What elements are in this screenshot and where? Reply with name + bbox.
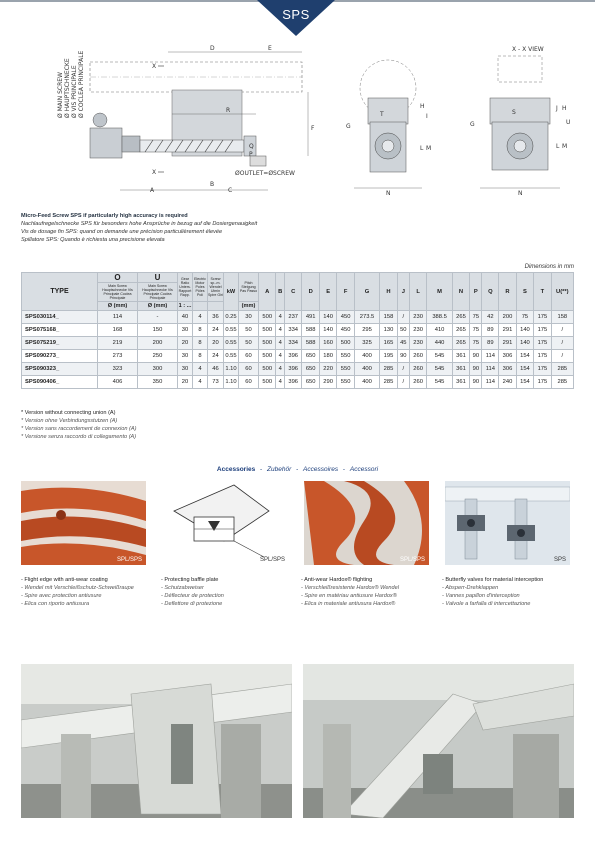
table-cell: 500 — [259, 311, 276, 324]
header-poles: Electric Motor Poles Pôles Poli — [193, 273, 208, 302]
table-cell: 154 — [516, 350, 533, 363]
table-row — [22, 350, 574, 363]
series-tab — [257, 0, 335, 36]
table-row — [22, 363, 574, 376]
table-cell: / — [397, 363, 409, 376]
table-cell: 260 — [409, 350, 426, 363]
accessories-title-de: Zubehör — [267, 466, 292, 473]
table-cell: 50 — [239, 337, 259, 350]
table-cell: 4 — [276, 337, 284, 350]
table-cell: - — [138, 311, 178, 324]
accessory-tag-3: SPS — [553, 557, 566, 563]
table-cell: 4 — [193, 376, 208, 389]
front-g: G — [346, 123, 351, 130]
table-cell: 350 — [138, 376, 178, 389]
col-b: B — [276, 273, 284, 311]
header-u: U — [138, 273, 178, 283]
table-cell: 175 — [534, 311, 551, 324]
table-cell: 550 — [337, 350, 354, 363]
accessory-2-fr: - Spire en matériau antiusure Hardox® — [301, 593, 397, 599]
accessory-tag-2: SPL/SPS — [399, 557, 425, 563]
accessory-tag-0: SPL/SPS — [116, 557, 142, 563]
table-cell: 260 — [409, 363, 426, 376]
col-f: F — [337, 273, 354, 311]
table-cell: 158 — [380, 311, 397, 324]
table-cell: 265 — [452, 324, 469, 337]
table-cell: 73 — [208, 376, 224, 389]
table-cell: 140 — [516, 324, 533, 337]
accessory-photo-hardox — [304, 481, 429, 565]
accessories-title-en: Accessories — [216, 466, 256, 473]
table-cell: / — [551, 350, 573, 363]
header-gear: Gear Ratio Unters. Rapport Rapp. — [178, 273, 193, 302]
table-cell: 4 — [276, 350, 284, 363]
table-cell: 491 — [302, 311, 319, 324]
table-cell: 90 — [397, 350, 409, 363]
side-label-1: Ø HAUPTSCHNECKE — [64, 58, 71, 118]
note-fr: * Version sans raccordement de connexion (A) — [21, 426, 137, 432]
xx-l: L — [556, 143, 560, 150]
table-cell: 180 — [319, 350, 336, 363]
front-h: H — [420, 103, 425, 110]
table-cell: 500 — [259, 376, 276, 389]
table-cell: 273 — [98, 350, 138, 363]
table-cell: 237 — [284, 311, 301, 324]
table-cell: 150 — [138, 324, 178, 337]
table-cell: 388.5 — [427, 311, 452, 324]
table-cell: / — [397, 376, 409, 389]
col-c: C — [284, 273, 301, 311]
table-cell: 545 — [427, 363, 452, 376]
table-cell: 8 — [193, 324, 208, 337]
table-cell: 545 — [427, 350, 452, 363]
table-cell: 60 — [239, 376, 259, 389]
table-cell: 450 — [337, 311, 354, 324]
table-cell: 4 — [276, 324, 284, 337]
accessory-0-en: - Flight edge with anti-wear coating — [21, 577, 108, 583]
note-it: * Versione senza raccordo di collegamento (A) — [21, 434, 137, 440]
table-cell: 46 — [208, 363, 224, 376]
table-cell: 650 — [302, 350, 319, 363]
table-cell: 175 — [534, 363, 551, 376]
table-cell: 0.25 — [224, 311, 239, 324]
table-cell: 334 — [284, 324, 301, 337]
front-view-drawing — [340, 46, 440, 196]
table-cell: 230 — [409, 337, 426, 350]
table-cell-type: SPS090323_ — [22, 363, 98, 376]
table-cell: 154 — [516, 363, 533, 376]
description-it: Spillatore SPS: Quando è richiesta una precisione elevata — [21, 237, 165, 243]
table-cell: 20 — [208, 337, 224, 350]
side-label-3: Ø COCLEA PRINCIPALE — [78, 50, 85, 118]
note-en: * Version without connecting union (A) — [21, 410, 116, 416]
dim-c: C — [228, 187, 233, 194]
header-screw: Screw sp.-m. Wendel Ulmin Spire Giri — [208, 273, 224, 302]
table-cell: 175 — [534, 376, 551, 389]
col-r: R — [499, 273, 516, 311]
accessory-2-de: - Verschleißresistente Hardox® Wendel — [301, 585, 400, 591]
dim-a: A — [150, 187, 155, 194]
installation-photo-left — [21, 664, 292, 818]
table-cell: 165 — [380, 337, 397, 350]
table-cell: 361 — [452, 350, 469, 363]
col-s: S — [516, 273, 533, 311]
table-cell: 396 — [284, 350, 301, 363]
front-l: L — [420, 145, 424, 152]
table-cell: 50 — [397, 324, 409, 337]
accessory-photo-flight-edge — [21, 481, 146, 565]
table-cell: 396 — [284, 376, 301, 389]
table-cell: 75 — [470, 337, 482, 350]
table-cell: 4 — [276, 363, 284, 376]
table-cell: 588 — [302, 337, 319, 350]
xx-u: U — [566, 119, 571, 126]
header-gear-unit: 1 : ... — [178, 303, 192, 309]
table-cell: 0.55 — [224, 337, 239, 350]
accessory-photo-baffle — [164, 481, 289, 565]
table-cell: 75 — [470, 311, 482, 324]
col-t: T — [534, 273, 551, 311]
spec-table — [21, 272, 574, 389]
xx-m: M — [562, 143, 568, 150]
version-notes — [21, 409, 136, 441]
front-n: N — [386, 190, 391, 196]
table-cell: 36 — [208, 311, 224, 324]
table-cell: 4 — [193, 363, 208, 376]
description-fr: Vis de dosage fin SPS: quand on demande une précision particulièrement élevée — [21, 229, 223, 235]
front-i: I — [426, 113, 428, 120]
table-cell: 4 — [193, 311, 208, 324]
table-cell: 265 — [452, 311, 469, 324]
xx-n: N — [518, 190, 523, 196]
table-cell: 30 — [178, 324, 193, 337]
table-cell: 220 — [319, 363, 336, 376]
table-cell: 114 — [98, 311, 138, 324]
table-cell: 200 — [138, 337, 178, 350]
table-cell: 500 — [259, 350, 276, 363]
table-cell: 500 — [259, 324, 276, 337]
table-cell-type: SPS090273_ — [22, 350, 98, 363]
table-cell: 0.55 — [224, 350, 239, 363]
table-cell: 114 — [482, 376, 499, 389]
xx-view-drawing — [468, 44, 576, 196]
col-e: E — [319, 273, 336, 311]
accessory-text-0 — [21, 576, 156, 608]
xx-s: S — [512, 109, 516, 116]
dim-f: F — [311, 125, 315, 132]
side-label-2: Ø VIS PRINCIPALE — [71, 65, 78, 118]
table-cell: 89 — [482, 324, 499, 337]
table-cell: 24 — [208, 350, 224, 363]
col-l: L — [409, 273, 426, 311]
table-cell: 195 — [380, 350, 397, 363]
table-cell: 60 — [239, 350, 259, 363]
col-d: D — [302, 273, 319, 311]
accessory-1-en: - Protecting baffle plate — [161, 577, 219, 583]
table-cell: 154 — [516, 376, 533, 389]
table-cell: 230 — [409, 324, 426, 337]
table-cell: 158 — [551, 311, 573, 324]
table-cell: 361 — [452, 376, 469, 389]
col-a: A — [259, 273, 276, 311]
table-cell: 250 — [138, 350, 178, 363]
accessory-3-en: - Butterfly valves for material interception — [442, 577, 544, 583]
table-cell: 285 — [380, 363, 397, 376]
table-cell: 90 — [470, 363, 482, 376]
table-cell: 650 — [302, 376, 319, 389]
table-cell-type: SPS090406_ — [22, 376, 98, 389]
col-m: M — [427, 273, 452, 311]
table-cell: 400 — [354, 363, 379, 376]
table-cell: 60 — [239, 363, 259, 376]
table-cell: 24 — [208, 324, 224, 337]
table-cell: 440 — [427, 337, 452, 350]
table-cell: 90 — [470, 350, 482, 363]
table-cell: / — [397, 311, 409, 324]
table-cell: 114 — [482, 350, 499, 363]
dim-e: E — [268, 45, 272, 52]
installation-photo-right — [303, 664, 574, 818]
side-label-0: Ø MAIN SCREW — [57, 72, 64, 118]
xx-h: H — [562, 105, 567, 112]
dim-d: D — [210, 45, 215, 52]
dimensions-note: Dimensions in mm — [524, 264, 574, 270]
header-o: O — [98, 273, 138, 283]
header-u-sub: Main Screw Hauptschnecke Vis Principale Coclea Principale — [138, 283, 178, 302]
table-cell-type: SPS030114_ — [22, 311, 98, 324]
table-cell: 168 — [98, 324, 138, 337]
table-cell: 291 — [499, 337, 516, 350]
dim-r: R — [226, 107, 231, 114]
table-cell: 30 — [178, 363, 193, 376]
table-cell: 500 — [259, 337, 276, 350]
table-cell: 4 — [276, 311, 284, 324]
accessory-3-fr: - Vannes papillon d'interception — [442, 593, 520, 599]
table-cell: 230 — [409, 311, 426, 324]
table-cell: 1.10 — [224, 376, 239, 389]
table-cell: 75 — [516, 311, 533, 324]
table-cell: 500 — [337, 337, 354, 350]
table-row — [22, 311, 574, 324]
table-cell: 8 — [193, 350, 208, 363]
header-pitch: Pitch Steigung Pas Passo — [239, 273, 259, 302]
header-type: TYPE — [22, 273, 98, 311]
accessory-text-1 — [161, 576, 296, 608]
header-o-unit: Ø (mm) — [98, 302, 138, 311]
table-cell: / — [551, 337, 573, 350]
accessory-1-it: - Deflettore di protezione — [161, 601, 223, 607]
accessories-title-fr: Accessoires — [303, 466, 339, 473]
table-cell: 30 — [178, 350, 193, 363]
accessory-0-de: - Wendel mit Verschleißschutz-Schweißraupe — [21, 585, 134, 591]
accessory-3-de: - Absperr-Drehklappen — [442, 585, 499, 591]
accessory-tag-1: SPL/SPS — [259, 557, 285, 563]
table-cell: 114 — [482, 363, 499, 376]
xx-g: G — [470, 121, 475, 128]
table-cell: 410 — [427, 324, 452, 337]
col-h: H — [380, 273, 397, 311]
table-cell: 550 — [337, 363, 354, 376]
table-cell: 90 — [470, 376, 482, 389]
table-cell: 406 — [98, 376, 138, 389]
header-kw: kW — [224, 273, 239, 311]
accessory-3-it: - Valvole a farfalla di intercettazione — [442, 601, 531, 607]
table-cell: 42 — [482, 311, 499, 324]
table-cell: 285 — [551, 376, 573, 389]
table-cell: 130 — [380, 324, 397, 337]
col-u: U(**) — [551, 273, 573, 311]
front-t: T — [380, 111, 384, 118]
table-cell: 50 — [239, 324, 259, 337]
table-cell: 285 — [551, 363, 573, 376]
table-cell: 306 — [499, 363, 516, 376]
dim-q: Q — [249, 143, 254, 150]
table-cell: 290 — [319, 376, 336, 389]
table-cell: 260 — [409, 376, 426, 389]
table-cell: 40 — [178, 311, 193, 324]
xx-j: J — [556, 105, 558, 112]
table-cell: 550 — [337, 376, 354, 389]
table-cell: 300 — [138, 363, 178, 376]
dim-b: B — [210, 181, 215, 188]
table-cell: 240 — [499, 376, 516, 389]
table-cell: 75 — [470, 324, 482, 337]
accessory-text-3 — [442, 576, 577, 608]
table-cell: 500 — [259, 363, 276, 376]
table-row — [22, 337, 574, 350]
description-de: Nachlaufregelschnecke SPS für besonders hohe Ansprüche in bezug auf die Dosiergenauigkeit — [21, 221, 258, 227]
table-cell: 175 — [534, 324, 551, 337]
table-cell: 361 — [452, 363, 469, 376]
front-m: M — [426, 145, 432, 152]
table-cell: 45 — [397, 337, 409, 350]
table-cell: 20 — [178, 337, 193, 350]
dim-p: P — [249, 151, 253, 158]
table-cell: 291 — [499, 324, 516, 337]
accessories-title: Accessories - Zubehör - Accessoires - Accessori — [216, 466, 379, 473]
table-cell: 140 — [319, 324, 336, 337]
table-cell-type: SPS075168_ — [22, 324, 98, 337]
description-en: Micro-Feed Screw SPS if particularly high accuracy is required — [21, 213, 188, 219]
table-cell: 588 — [302, 324, 319, 337]
table-cell-type: SPS075219_ — [22, 337, 98, 350]
header-screw-unit — [208, 302, 224, 311]
accessory-1-fr: - Déflecteur de protection — [161, 593, 224, 599]
table-cell: 0.55 — [224, 324, 239, 337]
x-marker-top: X — [152, 63, 157, 70]
table-cell: 219 — [98, 337, 138, 350]
outlet-label: ØOUTLET=ØSCREW — [235, 170, 295, 177]
col-g: G — [354, 273, 379, 311]
table-cell: 325 — [354, 337, 379, 350]
col-j: J — [397, 273, 409, 311]
header-o-sub: Main Screw Hauptschnecke Vis Principale Coclea Principale — [98, 283, 138, 302]
table-cell: 306 — [499, 350, 516, 363]
col-p: P — [470, 273, 482, 311]
header-poles-unit — [193, 302, 208, 311]
accessory-text-2 — [301, 576, 436, 608]
accessory-1-de: - Schutzabweiser — [161, 585, 204, 591]
table-cell: 334 — [284, 337, 301, 350]
table-cell: 20 — [178, 376, 193, 389]
header-u-unit: Ø (mm) — [138, 302, 178, 311]
table-cell: 273.5 — [354, 311, 379, 324]
x-marker-bottom: X — [152, 169, 157, 176]
xx-view-label: X - X VIEW — [512, 46, 544, 53]
accessory-2-en: - Anti-wear Hardox® flighting — [301, 577, 373, 583]
table-cell: 450 — [337, 324, 354, 337]
table-cell: 175 — [534, 337, 551, 350]
table-cell: 140 — [319, 311, 336, 324]
table-cell: 140 — [516, 337, 533, 350]
side-view-drawing — [50, 40, 340, 205]
table-cell: 323 — [98, 363, 138, 376]
accessory-2-it: - Elica in materiale antiusura Hardox® — [301, 601, 396, 607]
product-description — [21, 212, 421, 244]
table-cell: 650 — [302, 363, 319, 376]
table-cell: 89 — [482, 337, 499, 350]
series-tab-label: SPS — [282, 7, 310, 22]
table-cell: 265 — [452, 337, 469, 350]
table-row — [22, 376, 574, 389]
table-cell: 396 — [284, 363, 301, 376]
table-cell: 545 — [427, 376, 452, 389]
table-cell: 285 — [380, 376, 397, 389]
accessory-0-it: - Elica con riporto antiusura — [21, 601, 90, 607]
table-cell: 1.10 — [224, 363, 239, 376]
table-cell: 175 — [534, 350, 551, 363]
table-cell: 4 — [276, 376, 284, 389]
table-cell: 30 — [239, 311, 259, 324]
table-cell: / — [551, 324, 573, 337]
table-cell: 295 — [354, 324, 379, 337]
col-q: Q — [482, 273, 499, 311]
accessory-0-fr: - Spire avec protection antiusure — [21, 593, 102, 599]
table-cell: 160 — [319, 337, 336, 350]
header-pitch-unit: (mm) — [239, 302, 259, 311]
accessory-photo-valves — [445, 481, 570, 565]
accessories-title-it: Accessori — [349, 466, 379, 473]
table-cell: 8 — [193, 337, 208, 350]
table-cell: 400 — [354, 350, 379, 363]
table-cell: 400 — [354, 376, 379, 389]
table-cell: 200 — [499, 311, 516, 324]
table-row — [22, 324, 574, 337]
note-de: * Version ohne Verbindungsstutzen (A) — [21, 418, 118, 424]
col-n: N — [452, 273, 469, 311]
